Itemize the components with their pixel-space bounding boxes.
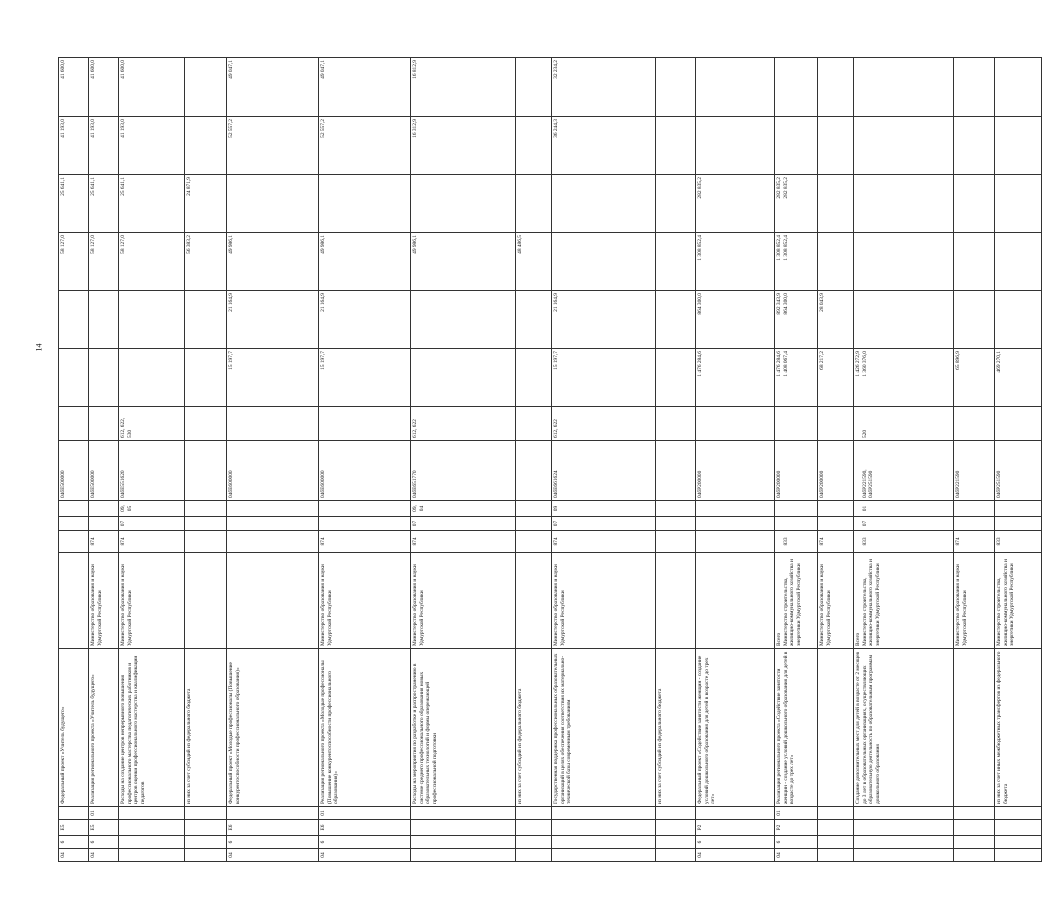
cell-exec: Министерство образования и науки Удмуртской Республики xyxy=(954,553,995,649)
cell-v1: 1 476 284,6 xyxy=(696,349,775,407)
cell-grbs: 874 xyxy=(954,531,995,553)
cell-c4: 01 xyxy=(319,807,411,820)
cell-v4 xyxy=(411,175,516,233)
cell-v5: 52 557,2 xyxy=(227,117,319,175)
cell-v6: 16 812,9 xyxy=(411,58,516,117)
cell-c3 xyxy=(954,820,995,836)
cell-v1: 15 197,7 xyxy=(552,349,656,407)
table-row xyxy=(59,58,89,862)
cell-exec xyxy=(516,553,552,649)
cell-c4 xyxy=(854,807,954,820)
cell-v3: 56 383,2 xyxy=(185,233,227,291)
cell-c1: 04 xyxy=(59,849,89,862)
cell-v6 xyxy=(995,58,1042,117)
cell-v2 xyxy=(59,291,89,349)
cell-c2 xyxy=(854,836,954,849)
table-body xyxy=(59,58,1042,862)
cell-v4: 24 871,9 xyxy=(185,175,227,233)
cell-pr: 09, 04 xyxy=(411,501,516,517)
cell-vr xyxy=(319,407,411,441)
cell-c4 xyxy=(995,807,1042,820)
cell-c3: E6 xyxy=(319,820,411,836)
cell-v4 xyxy=(954,175,995,233)
cell-c4 xyxy=(696,807,775,820)
cell-v1 xyxy=(59,349,89,407)
cell-c2 xyxy=(516,836,552,849)
cell-pr xyxy=(656,501,696,517)
cell-v3 xyxy=(818,233,854,291)
cell-c4 xyxy=(59,807,89,820)
cell-csr xyxy=(656,441,696,501)
cell-exec xyxy=(59,553,89,649)
cell-c3: E5 xyxy=(59,820,89,836)
cell-v4 xyxy=(319,175,411,233)
cell-name: Реализация регионального проекта «Молодые профессионалы (Повышение конкурентоспособности профессионального образования)» xyxy=(319,649,411,807)
cell-c2 xyxy=(411,836,516,849)
table-row xyxy=(119,58,185,862)
cell-rz xyxy=(775,517,818,531)
cell-v4: 25 641,1 xyxy=(119,175,185,233)
cell-v3 xyxy=(854,233,954,291)
cell-csr: 04бE500000 xyxy=(89,441,119,501)
cell-grbs: 874 xyxy=(89,531,119,553)
cell-c2: 6 xyxy=(319,836,411,849)
cell-exec xyxy=(696,553,775,649)
cell-rz xyxy=(516,517,552,531)
cell-c2: 6 xyxy=(696,836,775,849)
table-row xyxy=(89,58,119,862)
cell-name: из них за счет субсидий из федерального бюджета xyxy=(516,649,552,807)
cell-csr: 04бP221590 xyxy=(954,441,995,501)
cell-v5 xyxy=(696,117,775,175)
cell-csr: 04бP221590, 04бP251590 xyxy=(854,441,954,501)
cell-csr: 04бP200000 xyxy=(696,441,775,501)
cell-vr xyxy=(954,407,995,441)
cell-name: из них за счет субсидий из федерального бюджета xyxy=(656,649,696,807)
cell-c3 xyxy=(552,820,656,836)
cell-v3 xyxy=(552,233,656,291)
cell-v2 xyxy=(89,291,119,349)
cell-c1 xyxy=(995,849,1042,862)
cell-exec: Всего Министерство строительства, жилищно-коммунального хозяйства и энергетики Удмуртской Республики xyxy=(854,553,954,649)
cell-csr: 04бE500000 xyxy=(59,441,89,501)
cell-v6: 41 600,0 xyxy=(119,58,185,117)
cell-csr: 04бE661624 xyxy=(552,441,656,501)
cell-v5 xyxy=(516,117,552,175)
cell-vr xyxy=(995,407,1042,441)
cell-vr xyxy=(59,407,89,441)
cell-name: Федеральный проект «Содействие занятости женщин - создание условий дошкольного образования для детей в возрасте до трех лет» xyxy=(696,649,775,807)
table-row xyxy=(185,58,227,862)
rotated-table-wrapper xyxy=(58,60,1016,862)
cell-c2 xyxy=(656,836,696,849)
cell-c1: 04 xyxy=(227,849,319,862)
cell-c3 xyxy=(119,820,185,836)
cell-rz xyxy=(89,517,119,531)
cell-v1 xyxy=(89,349,119,407)
cell-exec xyxy=(656,553,696,649)
cell-pr: 09 xyxy=(552,501,656,517)
cell-grbs xyxy=(59,531,89,553)
cell-v2: 28 043,9 xyxy=(818,291,854,349)
cell-rz xyxy=(995,517,1042,531)
cell-grbs: 874 xyxy=(552,531,656,553)
table-row xyxy=(995,58,1042,862)
cell-name: Федеральный проект «Молодые профессионалы (Повышение конкурентоспособности профессионального образования)» xyxy=(227,649,319,807)
cell-v6: 41 600,0 xyxy=(89,58,119,117)
cell-v3: 58 127,0 xyxy=(89,233,119,291)
cell-c4 xyxy=(119,807,185,820)
cell-c1: 04 xyxy=(696,849,775,862)
table-row xyxy=(818,58,854,862)
cell-c3: E5 xyxy=(89,820,119,836)
cell-c2: 6 xyxy=(227,836,319,849)
cell-v3: 58 127,0 xyxy=(119,233,185,291)
cell-c1 xyxy=(185,849,227,862)
cell-c2 xyxy=(954,836,995,849)
cell-v5: 16 312,9 xyxy=(411,117,516,175)
cell-name xyxy=(818,649,854,807)
cell-rz xyxy=(185,517,227,531)
cell-rz: 07 xyxy=(552,517,656,531)
cell-v3: 49 986,1 xyxy=(319,233,411,291)
cell-c2 xyxy=(818,836,854,849)
cell-c1: 04 xyxy=(775,849,818,862)
page-number: 14 xyxy=(34,343,44,352)
cell-c1 xyxy=(516,849,552,862)
cell-v1 xyxy=(185,349,227,407)
cell-v5: 41 193,0 xyxy=(59,117,89,175)
cell-v2 xyxy=(119,291,185,349)
cell-v6 xyxy=(954,58,995,117)
cell-exec: Министерство образования и науки Удмуртской Республики xyxy=(319,553,411,649)
cell-c4 xyxy=(818,807,854,820)
cell-v1: 1 476 284,6 1 408 067,4 xyxy=(775,349,818,407)
cell-c3 xyxy=(411,820,516,836)
cell-grbs: 833 xyxy=(995,531,1042,553)
cell-c4: 01 xyxy=(775,807,818,820)
cell-vr: 520 xyxy=(854,407,954,441)
cell-v2 xyxy=(995,291,1042,349)
cell-v1: 68 217,2 xyxy=(818,349,854,407)
cell-vr xyxy=(227,407,319,441)
cell-v2 xyxy=(954,291,995,349)
cell-rz: 07 xyxy=(854,517,954,531)
cell-v3: 49 986,1 xyxy=(411,233,516,291)
table-row xyxy=(516,58,552,862)
cell-v4 xyxy=(227,175,319,233)
cell-rz: 07 xyxy=(411,517,516,531)
cell-pr xyxy=(185,501,227,517)
cell-vr xyxy=(656,407,696,441)
cell-v2 xyxy=(516,291,552,349)
cell-c2: 6 xyxy=(89,836,119,849)
cell-rz xyxy=(227,517,319,531)
cell-pr xyxy=(89,501,119,517)
cell-name xyxy=(954,649,995,807)
cell-v4 xyxy=(552,175,656,233)
cell-vr xyxy=(89,407,119,441)
cell-name: Государственная поддержка профессиональных образовательных организаций в целях обеспечения соответствия их материально-технической базы современным требованиям xyxy=(552,649,656,807)
cell-exec: Министерство образования и науки Удмуртской Республики xyxy=(411,553,516,649)
cell-v2: 21 164,9 xyxy=(227,291,319,349)
cell-v6 xyxy=(696,58,775,117)
table-row xyxy=(227,58,319,862)
cell-name: Расходы на мероприятия по разработке и распространению в системе среднего профессионального образования новых образовательных технологий и формы опережающей профессиональной подготовки xyxy=(411,649,516,807)
cell-c1 xyxy=(818,849,854,862)
table-row xyxy=(411,58,516,862)
cell-csr: 04бE600000 xyxy=(227,441,319,501)
cell-c3: E6 xyxy=(227,820,319,836)
cell-c4 xyxy=(954,807,995,820)
cell-exec: Министерство строительства, жилищно-коммунального хозяйства и энергетики Удмуртской Республики xyxy=(995,553,1042,649)
cell-vr xyxy=(818,407,854,441)
cell-v4: 25 641,1 xyxy=(59,175,89,233)
cell-vr: 612, 622 xyxy=(411,407,516,441)
cell-csr: 04бP251590 xyxy=(995,441,1042,501)
cell-grbs: 874 xyxy=(119,531,185,553)
cell-c1 xyxy=(954,849,995,862)
cell-csr: 04бE651770 xyxy=(411,441,516,501)
cell-pr xyxy=(995,501,1042,517)
cell-v6 xyxy=(656,58,696,117)
cell-vr xyxy=(185,407,227,441)
cell-v4 xyxy=(818,175,854,233)
cell-v3: 48 486,5 xyxy=(516,233,552,291)
cell-rz xyxy=(818,517,854,531)
cell-name: Создание дополнительных мест для детей в возрасте от 2 месяцев до 3 лет в образовательных организациях, осуществляющих образовательную деятельность по образовательным программам дошкольного образования xyxy=(854,649,954,807)
cell-pr: 01 xyxy=(854,501,954,517)
cell-name: Расходы на создание центров непрерывного повышения профессионального мастерства педагогических работников и центров оценки профессионального мастерства и квалификации педагогов xyxy=(119,649,185,807)
cell-v5: 36 244,3 xyxy=(552,117,656,175)
cell-rz xyxy=(656,517,696,531)
cell-v5: 52 557,2 xyxy=(319,117,411,175)
cell-v3: 1 308 852,4 xyxy=(696,233,775,291)
table-row xyxy=(319,58,411,862)
cell-grbs xyxy=(516,531,552,553)
cell-exec: Министерство образования и науки Удмуртской Республики xyxy=(818,553,854,649)
cell-c3 xyxy=(854,820,954,836)
cell-c2: 6 xyxy=(59,836,89,849)
cell-exec: Министерство образования и науки Удмуртской Республики xyxy=(552,553,656,649)
cell-c1 xyxy=(552,849,656,862)
cell-v1 xyxy=(516,349,552,407)
table-row xyxy=(552,58,656,862)
cell-grbs: 874 xyxy=(411,531,516,553)
cell-v4 xyxy=(656,175,696,233)
cell-csr: 04бP200000 xyxy=(775,441,818,501)
cell-c2 xyxy=(185,836,227,849)
cell-c2 xyxy=(552,836,656,849)
cell-v1 xyxy=(411,349,516,407)
cell-exec xyxy=(185,553,227,649)
cell-pr xyxy=(319,501,411,517)
cell-v5 xyxy=(854,117,954,175)
cell-grbs xyxy=(696,531,775,553)
table-row xyxy=(696,58,775,862)
cell-v2: 21 164,9 xyxy=(552,291,656,349)
cell-v2 xyxy=(854,291,954,349)
cell-v2: 864 300,0 xyxy=(696,291,775,349)
cell-name: из них за счет иных межбюджетных трансфертов из федерального бюджета xyxy=(995,649,1042,807)
cell-csr xyxy=(185,441,227,501)
cell-c3 xyxy=(185,820,227,836)
cell-v3 xyxy=(656,233,696,291)
cell-c1: 04 xyxy=(89,849,119,862)
cell-c4 xyxy=(516,807,552,820)
cell-c2 xyxy=(119,836,185,849)
cell-c4 xyxy=(411,807,516,820)
cell-grbs xyxy=(656,531,696,553)
cell-v4 xyxy=(516,175,552,233)
cell-c1 xyxy=(854,849,954,862)
cell-pr: 09, 05 xyxy=(119,501,185,517)
cell-v6: 49 047,1 xyxy=(227,58,319,117)
cell-v5 xyxy=(185,117,227,175)
table-row xyxy=(854,58,954,862)
table-row xyxy=(954,58,995,862)
cell-v4 xyxy=(995,175,1042,233)
cell-rz xyxy=(319,517,411,531)
cell-v6 xyxy=(818,58,854,117)
cell-c4 xyxy=(552,807,656,820)
cell-csr: 04бE600000 xyxy=(319,441,411,501)
cell-c1: 04 xyxy=(319,849,411,862)
cell-rz: 07 xyxy=(119,517,185,531)
cell-c3 xyxy=(818,820,854,836)
cell-pr xyxy=(227,501,319,517)
cell-v5: 41 193,0 xyxy=(119,117,185,175)
cell-v4: 25 641,1 xyxy=(89,175,119,233)
cell-rz xyxy=(954,517,995,531)
cell-v1: 469 270,1 xyxy=(995,349,1042,407)
cell-v3: 58 127,0 xyxy=(59,233,89,291)
cell-exec: Министерство образования и науки Удмуртской Республики xyxy=(119,553,185,649)
cell-v2 xyxy=(411,291,516,349)
cell-pr xyxy=(775,501,818,517)
cell-grbs xyxy=(185,531,227,553)
cell-csr: 04бE551620 xyxy=(119,441,185,501)
cell-v2: 892 343,9 864 300,0 xyxy=(775,291,818,349)
cell-v5 xyxy=(995,117,1042,175)
cell-v1: 65 896,9 xyxy=(954,349,995,407)
cell-name: Федеральный проект «Учитель будущего» xyxy=(59,649,89,807)
cell-grbs: 874 xyxy=(818,531,854,553)
cell-v3: 49 986,1 xyxy=(227,233,319,291)
cell-pr xyxy=(818,501,854,517)
cell-v1: 15 197,7 xyxy=(319,349,411,407)
cell-exec: Всего Министерство строительства, жилищно-коммунального хозяйства и энергетики Удмуртской Республики xyxy=(775,553,818,649)
cell-c3 xyxy=(656,820,696,836)
cell-c4 xyxy=(227,807,319,820)
cell-v4: 282 835,2 xyxy=(696,175,775,233)
cell-pr xyxy=(696,501,775,517)
cell-c2 xyxy=(995,836,1042,849)
cell-pr xyxy=(516,501,552,517)
cell-v3: 1 308 852,4 1 308 852,4 xyxy=(775,233,818,291)
cell-v6 xyxy=(516,58,552,117)
cell-v4 xyxy=(854,175,954,233)
cell-v1: 15 197,7 xyxy=(227,349,319,407)
cell-v5 xyxy=(656,117,696,175)
cell-c4 xyxy=(185,807,227,820)
cell-v2 xyxy=(656,291,696,349)
cell-c3: P2 xyxy=(775,820,818,836)
cell-v4: 282 835,2 282 835,2 xyxy=(775,175,818,233)
cell-v6: 32 234,2 xyxy=(552,58,656,117)
cell-v5 xyxy=(954,117,995,175)
cell-vr xyxy=(775,407,818,441)
cell-v6 xyxy=(854,58,954,117)
cell-c1 xyxy=(411,849,516,862)
cell-v5: 41 193,0 xyxy=(89,117,119,175)
cell-v5 xyxy=(818,117,854,175)
cell-grbs: 833 xyxy=(775,531,818,553)
budget-table xyxy=(58,57,1042,862)
cell-grbs: 833 xyxy=(854,531,954,553)
cell-pr xyxy=(954,501,995,517)
cell-v1: 1 426 272,9 1 360 376,0 xyxy=(854,349,954,407)
cell-rz xyxy=(59,517,89,531)
cell-v3 xyxy=(995,233,1042,291)
cell-v6 xyxy=(185,58,227,117)
cell-exec: Министерство образования и науки Удмуртской Республики xyxy=(89,553,119,649)
cell-csr: 04бP200000 xyxy=(818,441,854,501)
cell-c2: 6 xyxy=(775,836,818,849)
cell-vr xyxy=(516,407,552,441)
cell-rz xyxy=(696,517,775,531)
cell-c1 xyxy=(656,849,696,862)
cell-vr: 612, 622, 530 xyxy=(119,407,185,441)
cell-pr xyxy=(59,501,89,517)
cell-v6: 49 047,1 xyxy=(319,58,411,117)
cell-exec xyxy=(227,553,319,649)
table-row xyxy=(775,58,818,862)
cell-v5 xyxy=(775,117,818,175)
cell-c4 xyxy=(656,807,696,820)
table-row xyxy=(656,58,696,862)
cell-csr xyxy=(516,441,552,501)
cell-c3: P2 xyxy=(696,820,775,836)
cell-c4: 01 xyxy=(89,807,119,820)
cell-c3 xyxy=(516,820,552,836)
cell-c1 xyxy=(119,849,185,862)
cell-v3 xyxy=(954,233,995,291)
cell-name: из них за счет субсидий из федерального бюджета xyxy=(185,649,227,807)
cell-vr: 612, 622 xyxy=(552,407,656,441)
cell-v1 xyxy=(656,349,696,407)
cell-v2 xyxy=(185,291,227,349)
cell-c3 xyxy=(995,820,1042,836)
cell-grbs xyxy=(227,531,319,553)
cell-v6 xyxy=(775,58,818,117)
cell-v1 xyxy=(119,349,185,407)
cell-v6: 41 600,0 xyxy=(59,58,89,117)
cell-vr xyxy=(696,407,775,441)
cell-grbs: 874 xyxy=(319,531,411,553)
cell-name: Реализация регионального проекта «Учитель будущего» xyxy=(89,649,119,807)
cell-v2: 21 164,9 xyxy=(319,291,411,349)
cell-name: Реализация регионального проекта «Содействие занятости женщин - создание условий дошкольного образования для детей в возрасте до трех лет» xyxy=(775,649,818,807)
